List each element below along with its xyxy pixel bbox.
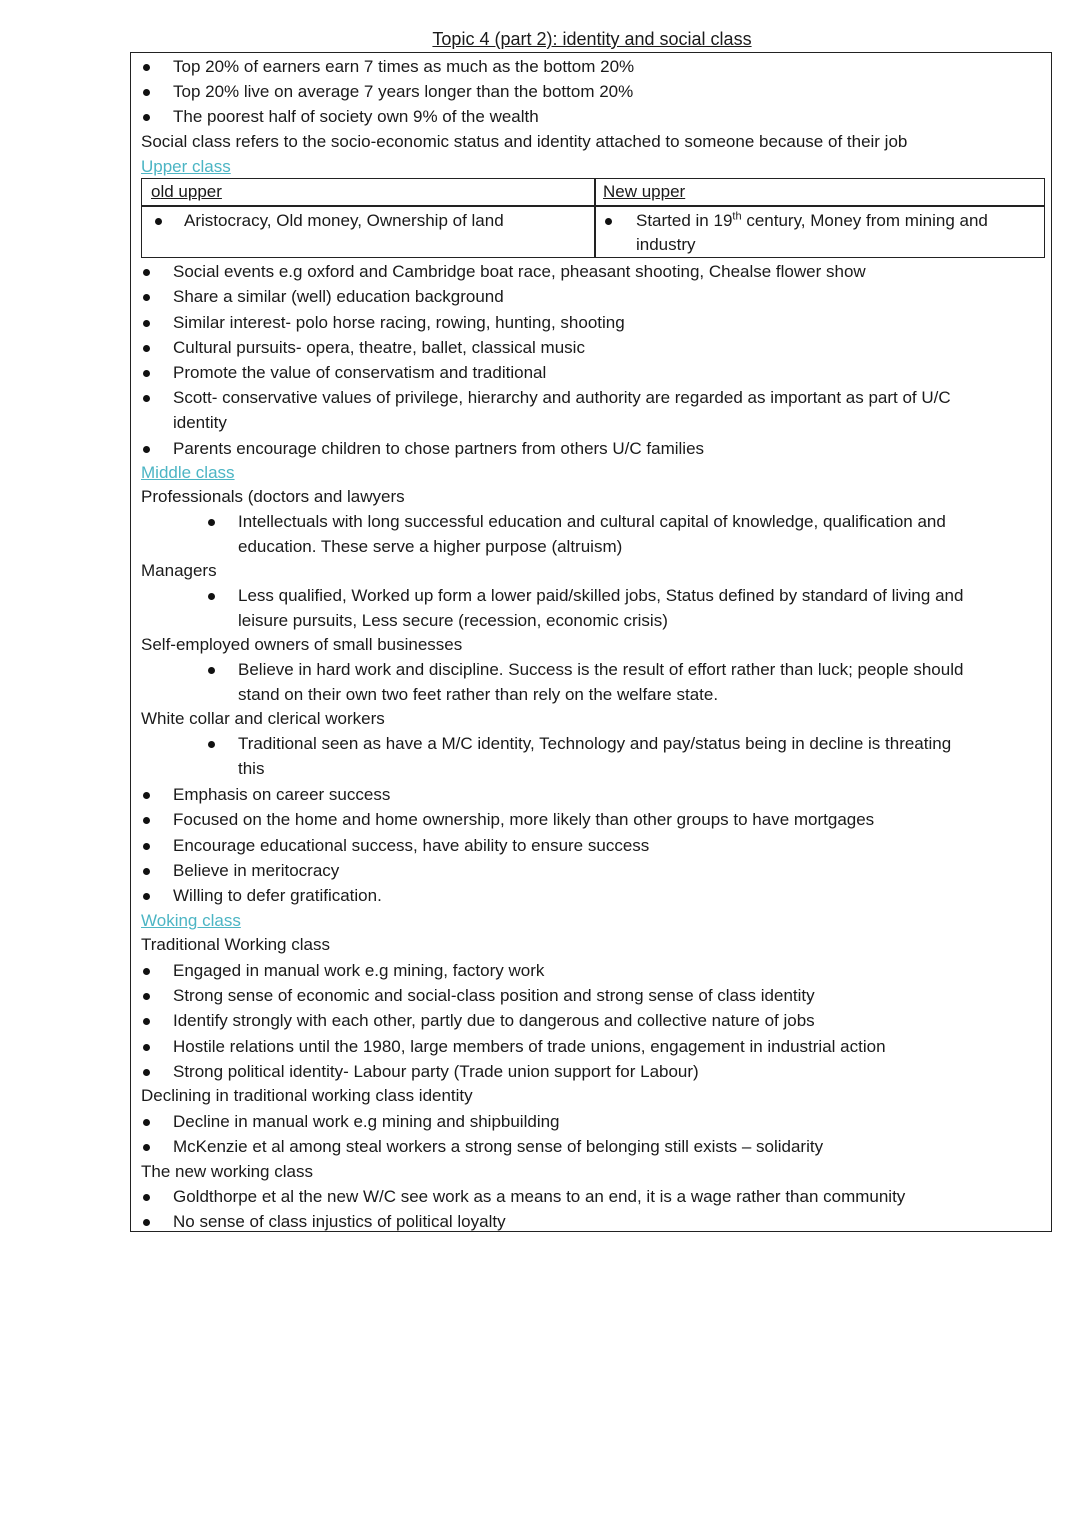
bullet-icon <box>143 1018 150 1025</box>
bullet-icon <box>143 1069 150 1076</box>
new-wc-label: The new working class <box>141 1162 313 1181</box>
self-employed-label: Self-employed owners of small businesses <box>141 635 463 654</box>
new-upper-header: New upper <box>603 182 686 201</box>
bullet-icon <box>155 218 162 225</box>
bullet-icon <box>143 993 150 1000</box>
old-upper-header: old upper <box>151 182 222 201</box>
bullet-icon <box>143 968 150 975</box>
professionals-bullet-cont: education. These serve a higher purpose (altruism) <box>238 537 623 556</box>
declining-wc-label: Declining in traditional working class identity <box>141 1086 473 1105</box>
stat-item: Top 20% of earners earn 7 times as much as the bottom 20% <box>173 57 635 76</box>
new-wc-bullet: Goldthorpe et al the new W/C see work as a means to an end, it is a wage rather than community <box>173 1187 906 1206</box>
white-collar-bullet-cont: this <box>238 759 265 778</box>
self-employed-bullet: Believe in hard work and discipline. Success is the result of effort rather than luck; people should <box>238 660 964 679</box>
middle-bullet: Believe in meritocracy <box>173 861 340 880</box>
white-collar-label: White collar and clerical workers <box>141 709 385 728</box>
upper-bullet: Parents encourage children to chose partners from others U/C families <box>173 439 705 458</box>
traditional-wc-bullet: Identify strongly with each other, partly due to dangerous and collective nature of jobs <box>173 1011 815 1030</box>
bullet-icon <box>143 843 150 850</box>
middle-bullet: Focused on the home and home ownership, more likely than other groups to have mortgages <box>173 810 875 829</box>
professionals-label: Professionals (doctors and lawyers <box>141 487 405 506</box>
new-wc-bullet: No sense of class injustics of political loyalty <box>173 1212 506 1231</box>
definition-text: Social class refers to the socio-economic status and identity attached to someone because of their job <box>141 132 908 151</box>
declining-wc-bullet: Decline in manual work e.g mining and shipbuilding <box>173 1112 560 1131</box>
bullet-icon <box>143 446 150 453</box>
upper-bullet: Social events e.g oxford and Cambridge boat race, pheasant shooting, Chealse flower show <box>173 262 866 281</box>
new-upper-item: Started in 19th century, Money from mining and <box>636 210 988 230</box>
traditional-wc-bullet: Hostile relations until the 1980, large members of trade unions, engagement in industrial action <box>173 1037 886 1056</box>
bullet-icon <box>143 868 150 875</box>
middle-bullet: Willing to defer gratification. <box>173 886 382 905</box>
bullet-icon <box>143 817 150 824</box>
upper-bullet-cont: identity <box>173 413 227 432</box>
bullet-icon <box>143 114 150 121</box>
bullet-icon <box>143 294 150 301</box>
bullet-icon <box>143 89 150 96</box>
upper-bullet: Scott- conservative values of privilege, hierarchy and authority are regarded as important as part of U/C <box>173 388 951 407</box>
bullet-icon <box>143 320 150 327</box>
middle-bullet: Emphasis on career success <box>173 785 391 804</box>
bullet-icon <box>143 1219 150 1226</box>
professionals-bullet: Intellectuals with long successful education and cultural capital of knowledge, qualification and <box>238 512 946 531</box>
bullet-icon <box>143 1144 150 1151</box>
bullet-icon <box>208 667 215 674</box>
bullet-icon <box>208 741 215 748</box>
new-upper-item-cont: industry <box>636 235 696 254</box>
bullet-icon <box>208 593 215 600</box>
upper-bullet: Similar interest- polo horse racing, rowing, hunting, shooting <box>173 313 625 332</box>
middle-class-heading[interactable]: Middle class <box>141 463 235 482</box>
traditional-wc-bullet: Engaged in manual work e.g mining, factory work <box>173 961 545 980</box>
bullet-icon <box>143 1044 150 1051</box>
managers-bullet: Less qualified, Worked up form a lower paid/skilled jobs, Status defined by standard of living and <box>238 586 964 605</box>
stat-item: The poorest half of society own 9% of the wealth <box>173 107 539 126</box>
bullet-icon <box>143 1194 150 1201</box>
bullet-icon <box>605 218 612 225</box>
traditional-wc-label: Traditional Working class <box>141 935 330 954</box>
upper-class-table <box>141 178 1045 258</box>
upper-bullet: Promote the value of conservatism and traditional <box>173 363 547 382</box>
declining-wc-bullet: McKenzie et al among steal workers a strong sense of belonging still exists – solidarity <box>173 1137 824 1156</box>
middle-bullet: Encourage educational success, have ability to ensure success <box>173 836 650 855</box>
bullet-icon <box>143 64 150 71</box>
stat-item: Top 20% live on average 7 years longer than the bottom 20% <box>173 82 634 101</box>
traditional-wc-bullet: Strong sense of economic and social-class position and strong sense of class identity <box>173 986 815 1005</box>
bullet-icon <box>143 370 150 377</box>
bullet-icon <box>143 1119 150 1126</box>
bullet-icon <box>143 792 150 799</box>
bullet-icon <box>143 269 150 276</box>
bullet-icon <box>208 519 215 526</box>
upper-class-heading[interactable]: Upper class <box>141 157 231 176</box>
page-title: Topic 4 (part 2): identity and social class <box>432 29 752 49</box>
old-upper-item: Aristocracy, Old money, Ownership of land <box>184 211 504 230</box>
self-employed-bullet-cont: stand on their own two feet rather than rely on the welfare state. <box>238 685 719 704</box>
working-class-heading[interactable]: Woking class <box>141 911 241 930</box>
bullet-icon <box>143 395 150 402</box>
managers-bullet-cont: leisure pursuits, Less secure (recession, economic crisis) <box>238 611 668 630</box>
bullet-icon <box>143 345 150 352</box>
traditional-wc-bullet: Strong political identity- Labour party (Trade union support for Labour) <box>173 1062 699 1081</box>
upper-bullet: Share a similar (well) education background <box>173 287 504 306</box>
bullet-icon <box>143 893 150 900</box>
white-collar-bullet: Traditional seen as have a M/C identity, Technology and pay/status being in decline is threating <box>238 734 952 753</box>
managers-label: Managers <box>141 561 217 580</box>
upper-bullet: Cultural pursuits- opera, theatre, ballet, classical music <box>173 338 585 357</box>
